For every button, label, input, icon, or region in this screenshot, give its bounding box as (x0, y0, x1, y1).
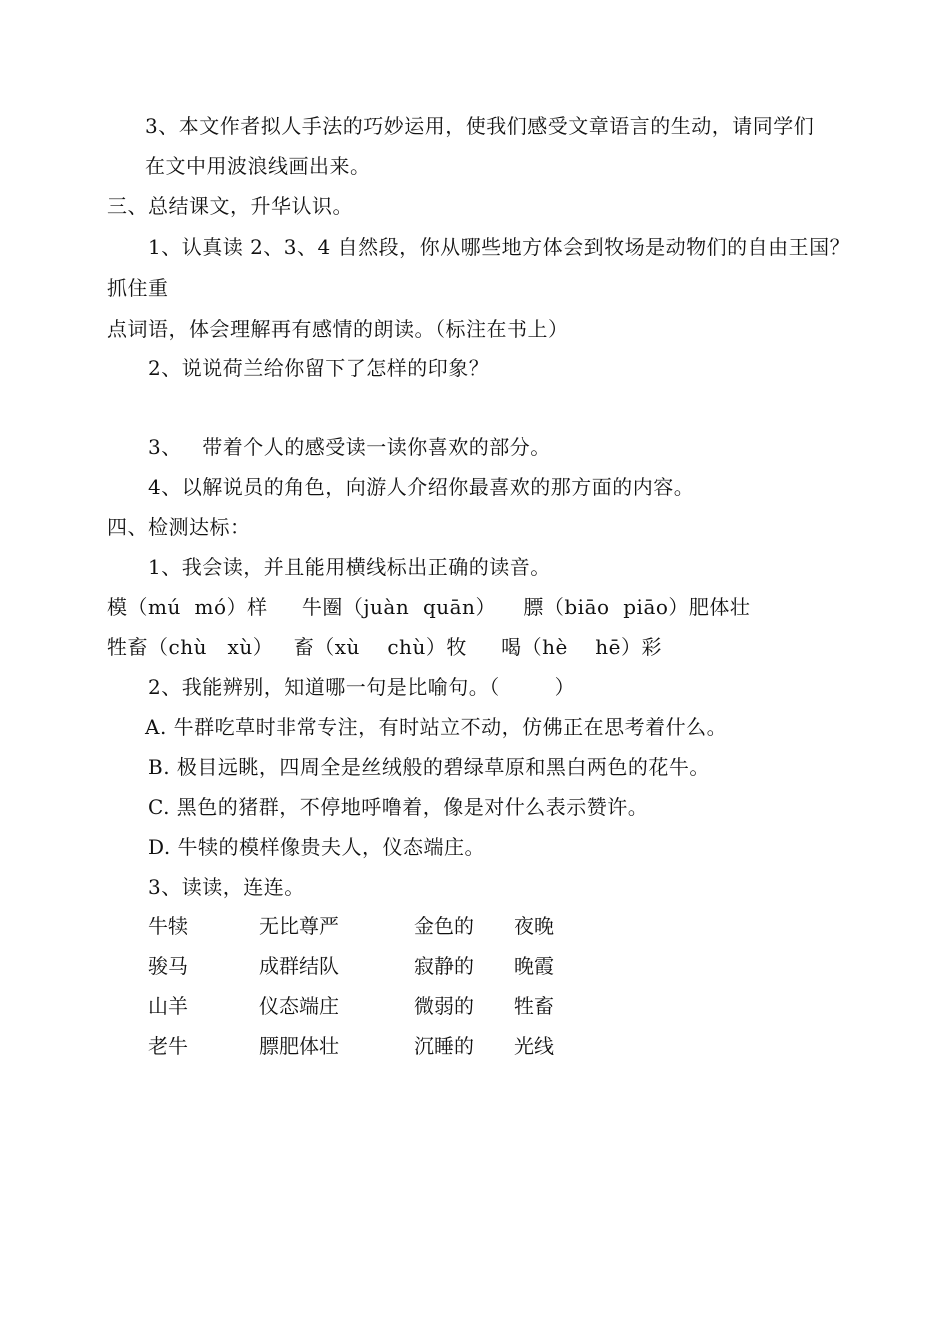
option-a: A. 牛群吃草时非常专注，有时站立不动，仿佛正在思考着什么。 (145, 715, 728, 739)
match-col2-item: 成群结队 (259, 954, 339, 978)
option-c: C. 黑色的猪群，不停地呼噜着，像是对什么表示赞许。 (148, 795, 649, 819)
match-col2-item: 膘肥体壮 (259, 1034, 339, 1058)
match-col3-item: 沉睡的 (414, 1034, 474, 1058)
match-col1-item: 骏马 (148, 954, 188, 978)
option-b: B. 极目远眺，四周全是丝绒般的碧绿草原和黑白两色的花牛。 (148, 755, 710, 779)
match-col2-item: 仪态端庄 (259, 994, 339, 1018)
item-3-line-2: 在文中用波浪线画出来。 (145, 154, 371, 178)
question-3: 3、读读，连连。 (148, 875, 305, 899)
section-4-heading: 四、检测达标： (107, 515, 251, 539)
section-3-item-1-line-3: 点词语，体会理解再有感情的朗读。（标注在书上） (107, 317, 569, 341)
match-col3-item: 金色的 (414, 914, 474, 938)
match-col3-item: 微弱的 (414, 994, 474, 1018)
section-3-heading: 三、总结课文，升华认识。 (107, 194, 353, 218)
section-3-item-2: 2、说说荷兰给你留下了怎样的印象？ (148, 356, 490, 380)
match-col3-item: 寂静的 (414, 954, 474, 978)
section-3-item-4: 4、以解说员的角色，向游人介绍你最喜欢的那方面的内容。 (148, 475, 695, 499)
match-col4-item: 夜晚 (514, 914, 554, 938)
question-1: 1、我会读，并且能用横线标出正确的读音。 (148, 555, 551, 579)
section-3-item-1-line-2: 抓住重 (107, 276, 169, 300)
question-2: 2、我能辨别，知道哪一句是比喻句。（ ） (148, 675, 576, 699)
match-col4-item: 牲畜 (514, 994, 554, 1018)
option-d: D. 牛犊的模样像贵夫人，仪态端庄。 (148, 835, 486, 859)
match-col1-item: 牛犊 (148, 914, 188, 938)
section-3-item-1-line-1: 1、认真读 2、3、4 自然段，你从哪些地方体会到牧场是动物们的自由王国？ (148, 235, 851, 259)
section-3-item-3: 3、 带着个人的感受读一读你喜欢的部分。 (148, 435, 551, 459)
item-3-line-1: 3、本文作者拟人手法的巧妙运用，使我们感受文章语言的生动，请同学们 (145, 114, 815, 138)
match-col1-item: 老牛 (148, 1034, 188, 1058)
match-col4-item: 光线 (514, 1034, 554, 1058)
match-col2-item: 无比尊严 (259, 914, 339, 938)
pinyin-row-2: 牲畜（chù xù） 畜（xù chù）牧 喝（hè hē）彩 (107, 635, 662, 659)
pinyin-row-1: 模（mú mó）样 牛圈（juàn quān） 膘（biāo piāo）肥体壮 (107, 595, 751, 619)
match-col4-item: 晚霞 (514, 954, 554, 978)
match-col1-item: 山羊 (148, 994, 188, 1018)
